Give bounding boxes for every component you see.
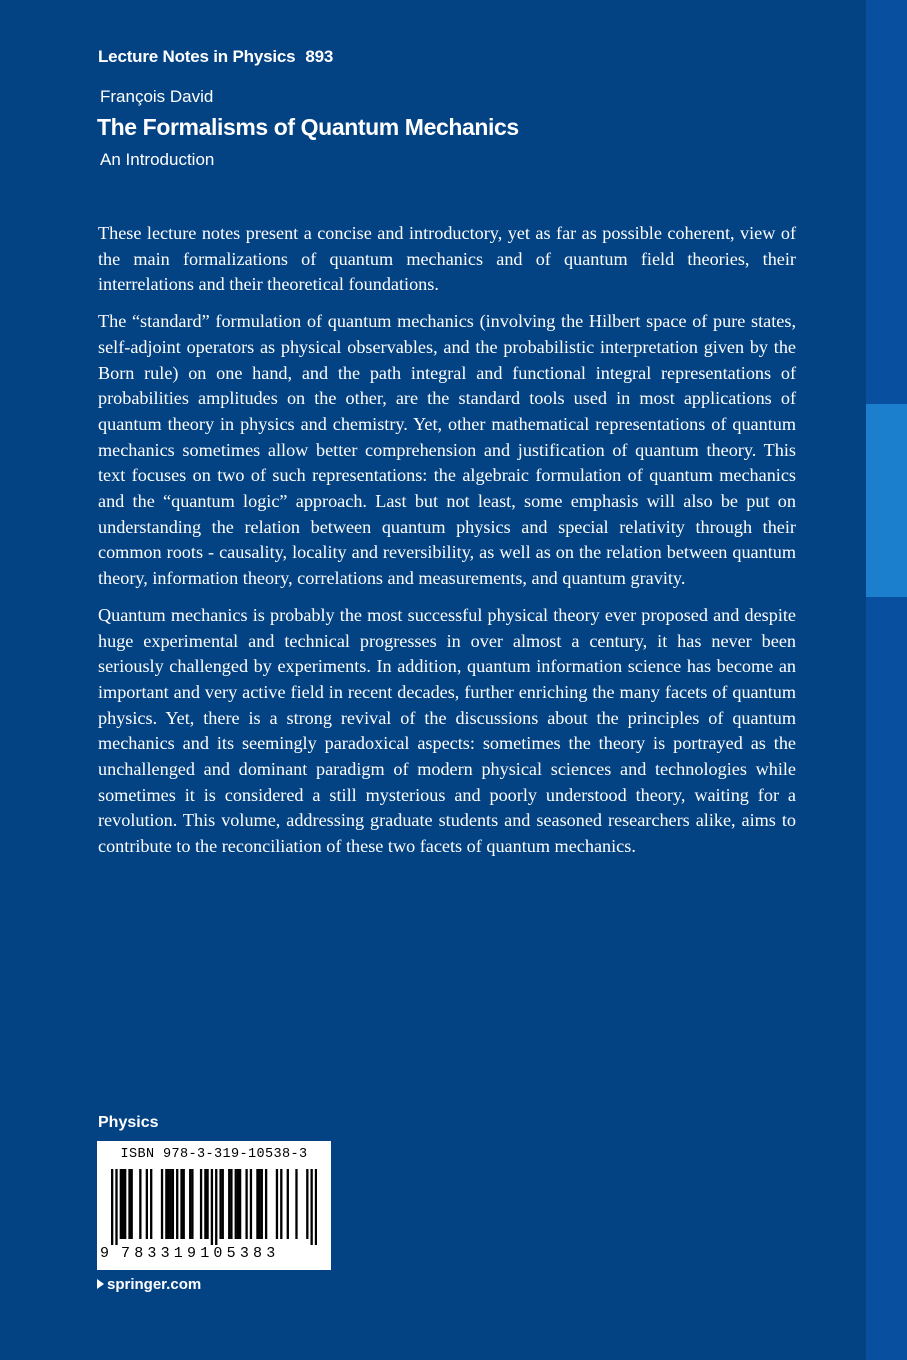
barcode-bar (120, 1169, 122, 1239)
book-subtitle: An Introduction (100, 150, 215, 169)
barcode-bar (180, 1169, 182, 1239)
barcode-bar (250, 1169, 252, 1239)
barcode-bar (295, 1169, 297, 1239)
barcode-bar (315, 1169, 317, 1245)
barcode-bar (211, 1169, 213, 1245)
spine-edge (866, 0, 907, 1360)
barcode-bar (111, 1169, 113, 1245)
barcode-bar (176, 1169, 178, 1239)
barcode-bar (204, 1169, 206, 1239)
barcode-bar (150, 1169, 152, 1239)
barcode-bar (230, 1169, 232, 1239)
series-name: Lecture Notes in Physics (98, 47, 296, 66)
barcode-bar (256, 1169, 258, 1239)
spine-accent-band (866, 404, 907, 597)
barcode-bar (124, 1169, 126, 1239)
barcode-bar (189, 1169, 191, 1239)
blurb-paragraph: Quantum mechanics is probably the most successful physical theory ever proposed and despite huge experimental and technical progresses in over almost a century, it has never been seriously challenged by experiments. In addition, quantum information science has become an important and very active field in recent decades, further enriching the many facets of quantum physics. Yet, there is a strong revival of the discussions about the principles of quantum mechanics and its seemingly paradoxical aspects: sometimes the theory is portrayed as the unchallenged and dominant paradigm of modern physical sciences and technologies while sometimes it is considered a still mysterious and poorly understood theory, waiting for a revolution. This volume, addressing graduate students and seasoned researchers alike, aims to contribute to the reconciliation of these two facets of quantum mechanics. (98, 604, 796, 857)
barcode-bar (239, 1169, 241, 1239)
website-label: springer.com (107, 1276, 202, 1293)
barcode-bar (200, 1169, 202, 1239)
barcode-bar (265, 1169, 267, 1239)
barcode-bar (139, 1169, 141, 1239)
barcode-bar (122, 1169, 124, 1239)
barcode-bar (128, 1169, 130, 1239)
barcode-bar (235, 1169, 237, 1239)
blurb-paragraph: These lecture notes present a concise and introductory, yet as far as possible coherent, view of the main formalizations of quantum mechanics and of quantum field theories, their interrelations and their theoretical foundations. (98, 223, 796, 295)
series-line (98, 47, 333, 67)
barcode-bar (167, 1169, 169, 1239)
blurb-paragraph: The “standard” formulation of quantum mechanics (involving the Hilbert space of pure states, self-adjoint operators as physical observables, and the probabilistic interpretation given by the Born rule) on one hand, and the path integral and functional integral representations of probabilities amplitudes on the other, are the standard tools used in most applications of quantum theory in physics and chemistry. Yet, other mathematical representations of quantum mechanics sometimes allow better comprehension and justification of quantum theory. This text focuses on two of such representations: the algebraic formulation of quantum mechanics and the “quantum logic” approach. Last but not least, some emphasis will also be put on understanding the relation between quantum physics and special relativity through their common roots - causality, locality and reversibility, as well as on the relation between quantum theory, information theory, correlations and measurements, and quantum gravity. (98, 311, 796, 589)
barcode-bar (183, 1169, 185, 1239)
arrow-right-icon (97, 1279, 104, 1289)
barcode-bar (115, 1169, 117, 1245)
subject-category: Physics (98, 1114, 159, 1131)
barcode-bar (206, 1169, 208, 1239)
barcode-bar (170, 1169, 172, 1239)
book-title: The Formalisms of Quantum Mechanics (97, 114, 519, 140)
barcode-bar (219, 1169, 221, 1239)
barcode-bar (146, 1169, 148, 1239)
barcode-bar (172, 1169, 174, 1239)
ean-digits: 783319105383 (121, 1245, 280, 1262)
barcode-bar (191, 1169, 193, 1239)
isbn-label: ISBN 978-3-319-10538-3 (120, 1147, 308, 1162)
barcode-bar (215, 1169, 217, 1245)
barcode-bar (287, 1169, 289, 1239)
barcode-bar (310, 1169, 312, 1245)
blurb (98, 221, 796, 871)
isbn-barcode (97, 1141, 331, 1270)
barcode-bar (276, 1169, 278, 1239)
author-name: François David (100, 87, 214, 106)
barcode-bar (161, 1169, 163, 1239)
barcode-bar (228, 1169, 230, 1239)
barcode-bar (165, 1169, 167, 1239)
barcode-bar (222, 1169, 224, 1239)
barcode-bar (261, 1169, 263, 1239)
volume-number: 893 (305, 47, 334, 66)
barcode-bars (111, 1169, 317, 1245)
publisher-website[interactable] (97, 1276, 201, 1293)
barcode-bar (237, 1169, 239, 1239)
barcode-bar (131, 1169, 133, 1239)
barcode-bar (258, 1169, 260, 1239)
ean-first-digit: 9 (100, 1245, 110, 1262)
barcode-bar (245, 1169, 247, 1239)
barcode-bar (306, 1169, 308, 1239)
barcode-bar (280, 1169, 282, 1239)
